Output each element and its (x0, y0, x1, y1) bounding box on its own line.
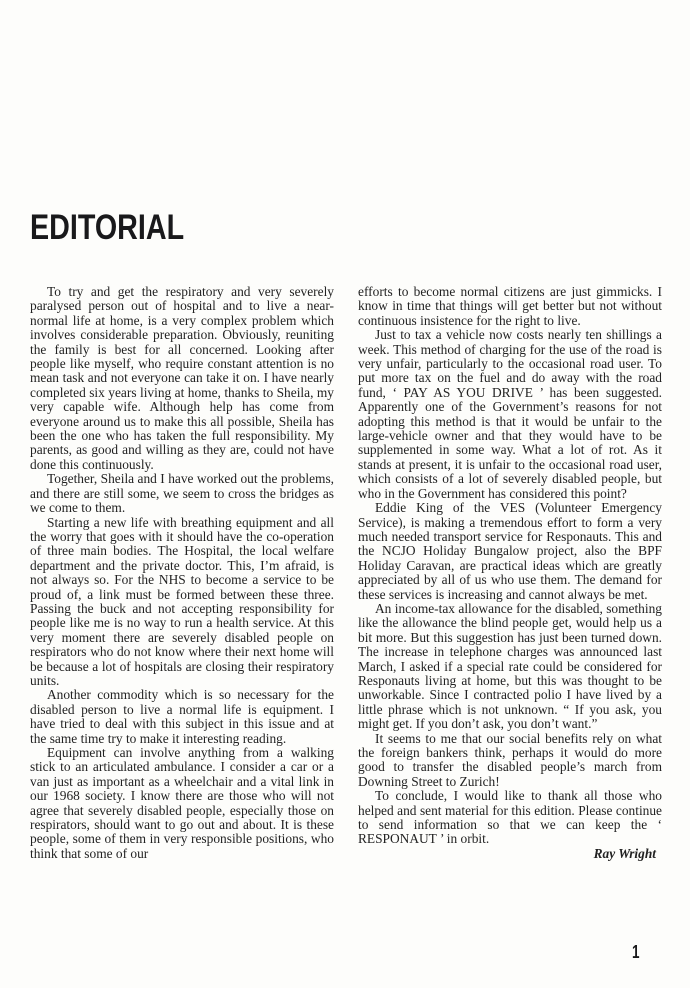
page-number: 1 (632, 942, 640, 962)
paragraph: Eddie King of the VES (Volunteer Emergency Service), is making a tremendous effort to form a very much needed transport service for Responauts. This and the NCJO Holiday Bungalow project, also the BPF Holiday Caravan, are practical ideas which are greatly appreciated by all of us who use them. The demand for these services is increasing and cannot always be met. (358, 500, 662, 602)
article-body (30, 285, 662, 861)
paragraph: It seems to me that our social benefits rely on what the foreign bankers think, perhaps it would do more good to transfer the disabled people’s march from Downing Street to Zurich! (358, 730, 662, 789)
paragraph: To try and get the respiratory and very severely paralysed person out of hospital and to live a near-normal life at home, is a very complex problem which involves considerable preparation. Obviously, reuniting the family is best for all concerned. Looking after people like myself, who require constant attention is no mean task and not everyone can take it on. I have nearly completed six years living at home, thanks to Sheila, my very capable wife. Although help has come from everyone around us to make this all possible, Sheila has been the one who has taken the full responsibility. My parents, as good and willing as they are, could not have done this continuously. (30, 284, 334, 472)
right-column (358, 285, 662, 861)
author-signature: Ray Wright (593, 845, 656, 861)
paragraph: Just to tax a vehicle now costs nearly ten shillings a week. This method of charging for the use of the road is very unfair, particularly to the occasional road user. To put more tax on the fuel and do away with the road fund, ‘ PAY AS YOU DRIVE ’ has been suggested. Apparently one of the Government’s reasons for not adopting this method is that it would be unfair to the large-vehicle owner and that they would have to be supplemented in some way. What a lot of rot. As it stands at present, it is unfair to the occasional road user, which consists of a lot of severely disabled people, but who in the Government has considered this point? (358, 327, 662, 501)
paragraph: To conclude, I would like to thank all those who helped and sent material for this edition. Please continue to send information so that we can keep the ‘ RESPONAUT ’ in orbit. (358, 788, 662, 847)
paragraph: An income-tax allowance for the disabled, something like the allowance the blind people get, would help us a bit more. But this suggestion has just been turned down. The increase in telephone charges was announced last March, I asked if a special rate could be considered for Responauts living at home, but this was thought to be unworkable. Since I contracted polio I have lived by a little phrase which is not unknown. “ If you ask, you might get. If you don’t ask, you don’t want.” (358, 600, 662, 732)
paragraph: Equipment can involve anything from a walking stick to an articulated ambulance. I consider a car or a van just as important as a wheelchair and a vital link in our 1968 society. I know there are those who will not agree that severely disabled people, especially those on respirators, should want to go out and about. It is these people, some of them in very responsible positions, who think that some of our (30, 745, 334, 861)
paragraph: Together, Sheila and I have worked out the problems, and there are still some, we seem to cross the bridges as we come to them. (30, 471, 334, 516)
paragraph: efforts to become normal citizens are just gimmicks. I know in time that things will get better but not without continuous insistence for the right to live. (358, 284, 662, 328)
page-title: EDITORIAL (30, 208, 185, 248)
paragraph: Another commodity which is so necessary for the disabled person to live a normal life is equipment. I have tried to deal with this subject in this issue and at the same time try to make it interesting reading. (30, 687, 334, 746)
paragraph: Starting a new life with breathing equipment and all the worry that goes with it should have the co-operation of three main bodies. The Hospital, the local welfare department and the private doctor. This, I’m afraid, is not always so. For the NHS to become a service to be proud of, a link must be formed between these three. Passing the buck and not accepting responsibility for people like me is no way to run a health service. At this very moment there are severely disabled people on respirators who do not know where their next home will be because a lot of hospitals are closing their respiratory units. (30, 514, 334, 688)
left-column (30, 285, 334, 861)
